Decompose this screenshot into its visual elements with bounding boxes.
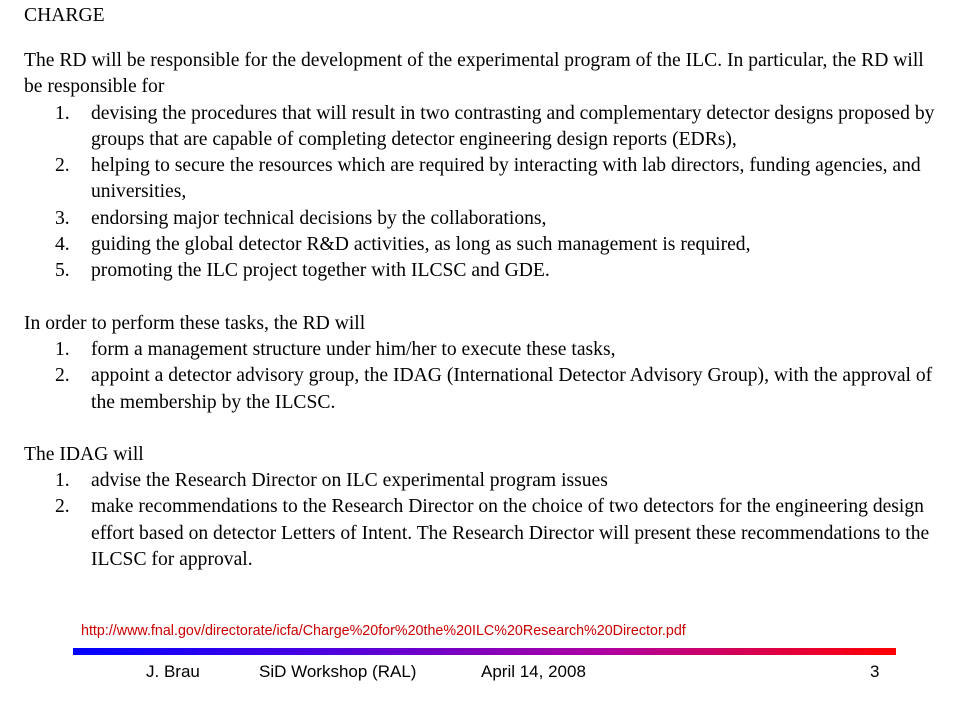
list-item-text: form a management structure under him/her to execute these tasks, xyxy=(91,338,616,360)
list-item-text: appoint a detector advisory group, the IDAG (International Detector Advisory Group), with the approval of the membership by the ILCSC. xyxy=(91,365,933,413)
list-item-text: endorsing major technical decisions by the collaborations, xyxy=(91,207,547,229)
tasks-list xyxy=(24,337,940,416)
page-number: 3 xyxy=(870,662,880,681)
list-item xyxy=(24,363,940,416)
footer-date: April 14, 2008 xyxy=(481,662,586,681)
idag-paragraph: The IDAG will xyxy=(24,443,144,465)
footer-divider-bar xyxy=(73,648,896,655)
list-item xyxy=(24,337,940,363)
list-number: 3. xyxy=(55,207,70,229)
list-number: 5. xyxy=(55,260,70,282)
list-item-text: devising the procedures that will result in two contrasting and complementary detector designs proposed by groups that are capable of completing detector engineering design reports (EDRs), xyxy=(91,102,935,150)
list-number: 1. xyxy=(55,470,70,492)
responsibilities-list xyxy=(24,101,940,285)
list-item-text: helping to secure the resources which are required by interacting with lab directors, funding agencies, and universities, xyxy=(91,155,921,203)
list-item xyxy=(24,232,940,258)
tasks-paragraph: In order to perform these tasks, the RD will xyxy=(24,312,366,334)
list-item xyxy=(24,468,940,494)
list-item xyxy=(24,494,940,573)
list-item xyxy=(24,101,940,154)
list-item-text: advise the Research Director on ILC experimental program issues xyxy=(91,470,608,492)
list-number: 4. xyxy=(55,234,70,256)
list-item xyxy=(24,153,940,206)
footer-event: SiD Workshop (RAL) xyxy=(259,662,417,681)
list-number: 2. xyxy=(55,155,70,177)
source-url-link[interactable]: http://www.fnal.gov/directorate/icfa/Charge%20for%20the%20ILC%20Research%20Director.pdf xyxy=(81,623,686,639)
idag-list xyxy=(24,468,940,573)
list-number: 1. xyxy=(55,102,70,124)
list-number: 2. xyxy=(55,496,70,518)
list-item-text: make recommendations to the Research Director on the choice of two detectors for the engineering design effort based on detector Letters of Intent. The Research Director will present these recommendations to the ILCSC for approval. xyxy=(91,496,930,571)
document-body xyxy=(24,4,940,599)
intro-paragraph: The RD will be responsible for the development of the experimental program of the ILC. In particular, the RD will be responsible for xyxy=(24,50,924,98)
list-item xyxy=(24,258,940,284)
list-item-text: guiding the global detector R&D activities, as long as such management is required, xyxy=(91,234,751,256)
list-item xyxy=(24,206,940,232)
slide-footer xyxy=(0,662,960,688)
section-heading: CHARGE xyxy=(24,5,105,26)
list-item-text: promoting the ILC project together with ILCSC and GDE. xyxy=(91,260,550,282)
list-number: 1. xyxy=(55,338,70,360)
footer-author: J. Brau xyxy=(146,662,200,681)
list-number: 2. xyxy=(55,365,70,387)
